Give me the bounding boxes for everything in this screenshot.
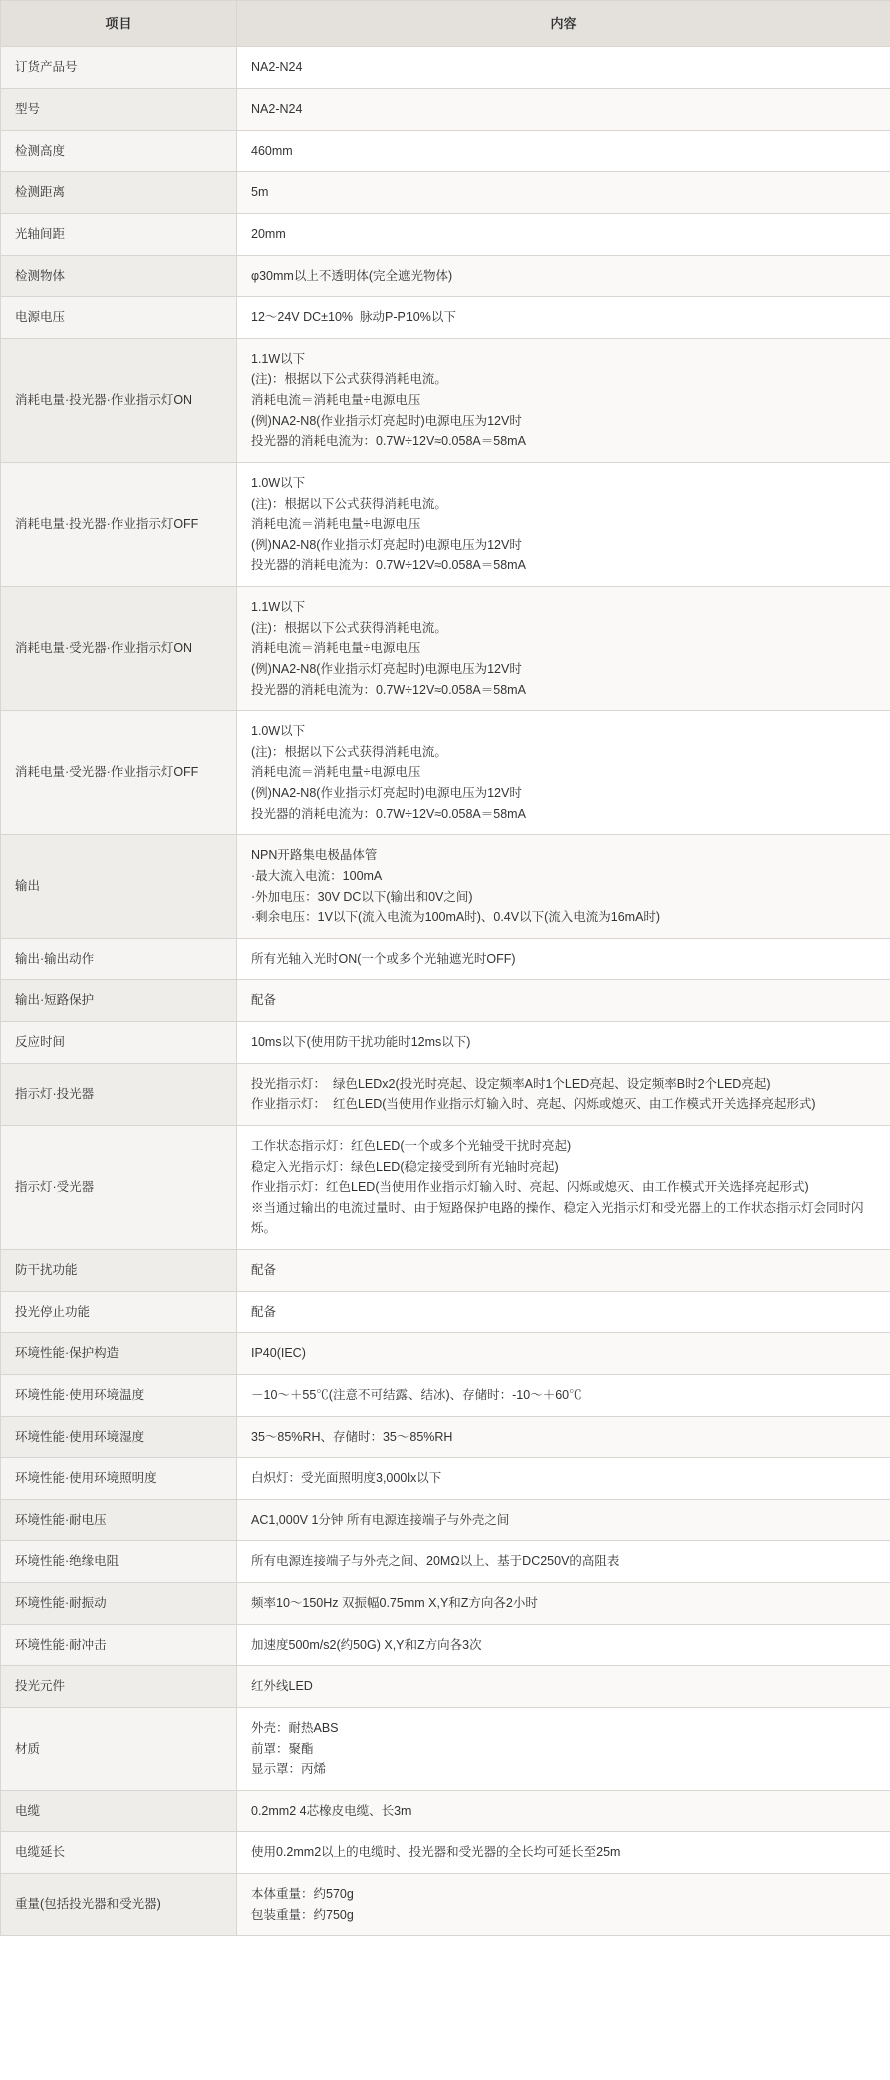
cell-item-label: 消耗电量·受光器·作业指示灯OFF — [1, 711, 237, 835]
content-line: 20mm — [251, 226, 286, 241]
cell-content-value — [237, 1416, 890, 1458]
cell-content-value — [237, 89, 890, 131]
cell-item-label: 环境性能·使用环境湿度 — [1, 1416, 237, 1458]
table-row — [1, 255, 890, 297]
content-line: NA2-N24 — [251, 102, 303, 117]
cell-item-label: 输出·输出动作 — [1, 938, 237, 980]
table-row — [1, 1333, 890, 1375]
table-row — [1, 1374, 890, 1416]
content-line: 投光指示灯： 绿色LEDx2(投光时亮起、设定频率A时1个LED亮起、设定频率B时2个LED亮起) — [251, 1076, 771, 1091]
table-row — [1, 338, 890, 462]
content-line: 0.2mm2 4芯橡皮电缆、长3m — [251, 1803, 412, 1818]
table-row — [1, 1624, 890, 1666]
table-row — [1, 587, 890, 711]
cell-item-label: 环境性能·使用环境温度 — [1, 1374, 237, 1416]
table-row — [1, 1541, 890, 1583]
content-line: AC1,000V 1分钟 所有电源连接端子与外壳之间 — [251, 1512, 510, 1527]
content-line: 投光器的消耗电流为：0.7W÷12V≈0.058A＝58mA — [251, 682, 526, 697]
table-row — [1, 89, 890, 131]
content-line: 1.1W以下 — [251, 600, 306, 615]
cell-content-value — [237, 1022, 890, 1064]
table-row — [1, 297, 890, 339]
cell-content-value — [237, 1832, 890, 1874]
content-line: 消耗电流＝消耗电量÷电源电压 — [251, 393, 421, 408]
table-row — [1, 1416, 890, 1458]
cell-content-value — [237, 835, 890, 939]
cell-item-label: 材质 — [1, 1707, 237, 1790]
content-line: 5m — [251, 185, 269, 200]
cell-item-label: 环境性能·耐电压 — [1, 1499, 237, 1541]
cell-content-value — [237, 297, 890, 339]
cell-item-label: 订货产品号 — [1, 47, 237, 89]
cell-item-label: 检测距离 — [1, 172, 237, 214]
content-line: 所有光轴入光时ON(一个或多个光轴遮光时OFF) — [251, 951, 516, 966]
cell-content-value — [237, 1583, 890, 1625]
content-line: NA2-N24 — [251, 60, 303, 75]
content-line: 使用0.2mm2以上的电缆时、投光器和受光器的全长均可延长至25m — [251, 1845, 621, 1860]
table-row — [1, 1874, 890, 1936]
cell-content-value — [237, 172, 890, 214]
content-line: φ30mm以上不透明体(完全遮光物体) — [251, 268, 453, 283]
table-row — [1, 1458, 890, 1500]
cell-content-value — [237, 1624, 890, 1666]
content-line: 稳定入光指示灯：绿色LED(稳定接受到所有光轴时亮起) — [251, 1159, 559, 1174]
content-line: ·外加电压：30V DC以下(输出和0V之间) — [251, 889, 473, 904]
table-row — [1, 1790, 890, 1832]
content-line: 消耗电流＝消耗电量÷电源电压 — [251, 517, 421, 532]
table-row — [1, 835, 890, 939]
content-line: 配备 — [251, 993, 277, 1008]
cell-content-value — [237, 338, 890, 462]
content-line: 投光器的消耗电流为：0.7W÷12V≈0.058A＝58mA — [251, 806, 526, 821]
cell-item-label: 消耗电量·受光器·作业指示灯ON — [1, 587, 237, 711]
content-line: NPN开路集电极晶体管 — [251, 848, 378, 863]
cell-content-value — [237, 462, 890, 586]
content-line: (注)：根据以下公式获得消耗电流。 — [251, 496, 447, 511]
content-line: 作业指示灯： 红色LED(当使用作业指示灯输入时、亮起、闪烁或熄灭、由工作模式开关选择亮起形式) — [251, 1097, 816, 1112]
table-row — [1, 980, 890, 1022]
table-row — [1, 172, 890, 214]
content-line: (例)NA2-N8(作业指示灯亮起时)电源电压为12V时 — [251, 786, 522, 801]
content-line: －10～＋55℃(注意不可结露、结冰)、存储时：-10～＋60℃ — [251, 1387, 582, 1402]
table-row — [1, 1666, 890, 1708]
content-line: 所有电源连接端子与外壳之间、20MΩ以上、基于DC250V的高阻表 — [251, 1554, 620, 1569]
content-line: IP40(IEC) — [251, 1346, 306, 1361]
cell-content-value — [237, 1374, 890, 1416]
content-line: (例)NA2-N8(作业指示灯亮起时)电源电压为12V时 — [251, 413, 522, 428]
content-line: 1.0W以下 — [251, 724, 306, 739]
table-row — [1, 130, 890, 172]
cell-content-value — [237, 1291, 890, 1333]
content-line: 10ms以下(使用防干扰功能时12ms以下) — [251, 1035, 471, 1050]
content-line: 消耗电流＝消耗电量÷电源电压 — [251, 765, 421, 780]
content-line: 前罩：聚酯 — [251, 1741, 314, 1756]
content-line: 35～85%RH、存储时：35～85%RH — [251, 1429, 453, 1444]
table-row — [1, 1707, 890, 1790]
content-line: 投光器的消耗电流为：0.7W÷12V≈0.058A＝58mA — [251, 434, 526, 449]
cell-item-label: 防干扰功能 — [1, 1250, 237, 1292]
table-row — [1, 1250, 890, 1292]
table-body — [1, 47, 890, 1936]
cell-item-label: 环境性能·绝缘电阻 — [1, 1541, 237, 1583]
table-row — [1, 1583, 890, 1625]
content-line: 配备 — [251, 1304, 277, 1319]
cell-item-label: 指示灯·受光器 — [1, 1125, 237, 1249]
content-line: 红外线LED — [251, 1679, 313, 1694]
table-row — [1, 47, 890, 89]
table-header-row — [1, 1, 890, 47]
content-line: ·剩余电压：1V以下(流入电流为100mA时)、0.4V以下(流入电流为16mA时) — [251, 910, 661, 925]
cell-item-label: 投光元件 — [1, 1666, 237, 1708]
cell-content-value — [237, 1063, 890, 1125]
cell-item-label: 检测高度 — [1, 130, 237, 172]
content-line: 显示罩：丙烯 — [251, 1762, 327, 1777]
content-line: 外壳：耐热ABS — [251, 1720, 339, 1735]
table-row — [1, 1291, 890, 1333]
content-line: 作业指示灯：红色LED(当使用作业指示灯输入时、亮起、闪烁或熄灭、由工作模式开关选择亮起形式) — [251, 1180, 809, 1195]
cell-item-label: 指示灯·投光器 — [1, 1063, 237, 1125]
content-line: 1.0W以下 — [251, 475, 306, 490]
table-row — [1, 1063, 890, 1125]
content-line: ※当通过输出的电流过量时、由于短路保护电路的操作、稳定入光指示灯和受光器上的工作状态指示灯会同时闪烁。 — [251, 1200, 864, 1236]
content-line: (注)：根据以下公式获得消耗电流。 — [251, 372, 447, 387]
cell-item-label: 检测物体 — [1, 255, 237, 297]
cell-item-label: 消耗电量·投光器·作业指示灯OFF — [1, 462, 237, 586]
content-line: 频率10～150Hz 双振幅0.75mm X,Y和Z方向各2小时 — [251, 1596, 538, 1611]
cell-item-label: 环境性能·耐冲击 — [1, 1624, 237, 1666]
content-line: (例)NA2-N8(作业指示灯亮起时)电源电压为12V时 — [251, 661, 522, 676]
cell-content-value — [237, 1874, 890, 1936]
cell-item-label: 重量(包括投光器和受光器) — [1, 1874, 237, 1936]
cell-item-label: 电缆延长 — [1, 1832, 237, 1874]
cell-content-value — [237, 711, 890, 835]
content-line: ·最大流入电流：100mA — [251, 868, 383, 883]
table-row — [1, 938, 890, 980]
table-row — [1, 1499, 890, 1541]
table-row — [1, 1022, 890, 1064]
content-line: 12～24V DC±10% 脉动P-P10%以下 — [251, 310, 456, 325]
cell-content-value — [237, 587, 890, 711]
content-line: 包装重量：约750g — [251, 1907, 354, 1922]
table-row — [1, 711, 890, 835]
content-line: (例)NA2-N8(作业指示灯亮起时)电源电压为12V时 — [251, 537, 522, 552]
table-row — [1, 213, 890, 255]
cell-item-label: 投光停止功能 — [1, 1291, 237, 1333]
content-line: (注)：根据以下公式获得消耗电流。 — [251, 744, 447, 759]
table-row — [1, 1832, 890, 1874]
cell-item-label: 光轴间距 — [1, 213, 237, 255]
cell-content-value — [237, 1666, 890, 1708]
cell-item-label: 输出·短路保护 — [1, 980, 237, 1022]
content-line: 工作状态指示灯：红色LED(一个或多个光轴受干扰时亮起) — [251, 1138, 572, 1153]
cell-content-value — [237, 47, 890, 89]
cell-item-label: 环境性能·保护构造 — [1, 1333, 237, 1375]
content-line: 本体重量：约570g — [251, 1887, 354, 1902]
content-line: 1.1W以下 — [251, 351, 306, 366]
cell-content-value — [237, 1707, 890, 1790]
cell-item-label: 反应时间 — [1, 1022, 237, 1064]
cell-content-value — [237, 1333, 890, 1375]
table-header — [1, 1, 890, 47]
cell-item-label: 环境性能·使用环境照明度 — [1, 1458, 237, 1500]
content-line: 加速度500m/s2(约50G) X,Y和Z方向各3次 — [251, 1637, 482, 1652]
cell-item-label: 电缆 — [1, 1790, 237, 1832]
cell-content-value — [237, 980, 890, 1022]
column-header-content: 内容 — [237, 1, 890, 47]
table-row — [1, 462, 890, 586]
content-line: (注)：根据以下公式获得消耗电流。 — [251, 620, 447, 635]
cell-content-value — [237, 1499, 890, 1541]
content-line: 消耗电流＝消耗电量÷电源电压 — [251, 641, 421, 656]
cell-content-value — [237, 938, 890, 980]
cell-content-value — [237, 1790, 890, 1832]
cell-content-value — [237, 1541, 890, 1583]
cell-content-value — [237, 255, 890, 297]
cell-content-value — [237, 1125, 890, 1249]
cell-item-label: 环境性能·耐振动 — [1, 1583, 237, 1625]
table-row — [1, 1125, 890, 1249]
content-line: 460mm — [251, 143, 293, 158]
cell-content-value — [237, 1250, 890, 1292]
content-line: 配备 — [251, 1263, 277, 1278]
cell-item-label: 型号 — [1, 89, 237, 131]
content-line: 投光器的消耗电流为：0.7W÷12V≈0.058A＝58mA — [251, 558, 526, 573]
cell-content-value — [237, 213, 890, 255]
cell-content-value — [237, 130, 890, 172]
cell-item-label: 消耗电量·投光器·作业指示灯ON — [1, 338, 237, 462]
cell-content-value — [237, 1458, 890, 1500]
cell-item-label: 输出 — [1, 835, 237, 939]
cell-item-label: 电源电压 — [1, 297, 237, 339]
column-header-item: 项目 — [1, 1, 237, 47]
content-line: 白炽灯：受光面照明度3,000lx以下 — [251, 1471, 442, 1486]
